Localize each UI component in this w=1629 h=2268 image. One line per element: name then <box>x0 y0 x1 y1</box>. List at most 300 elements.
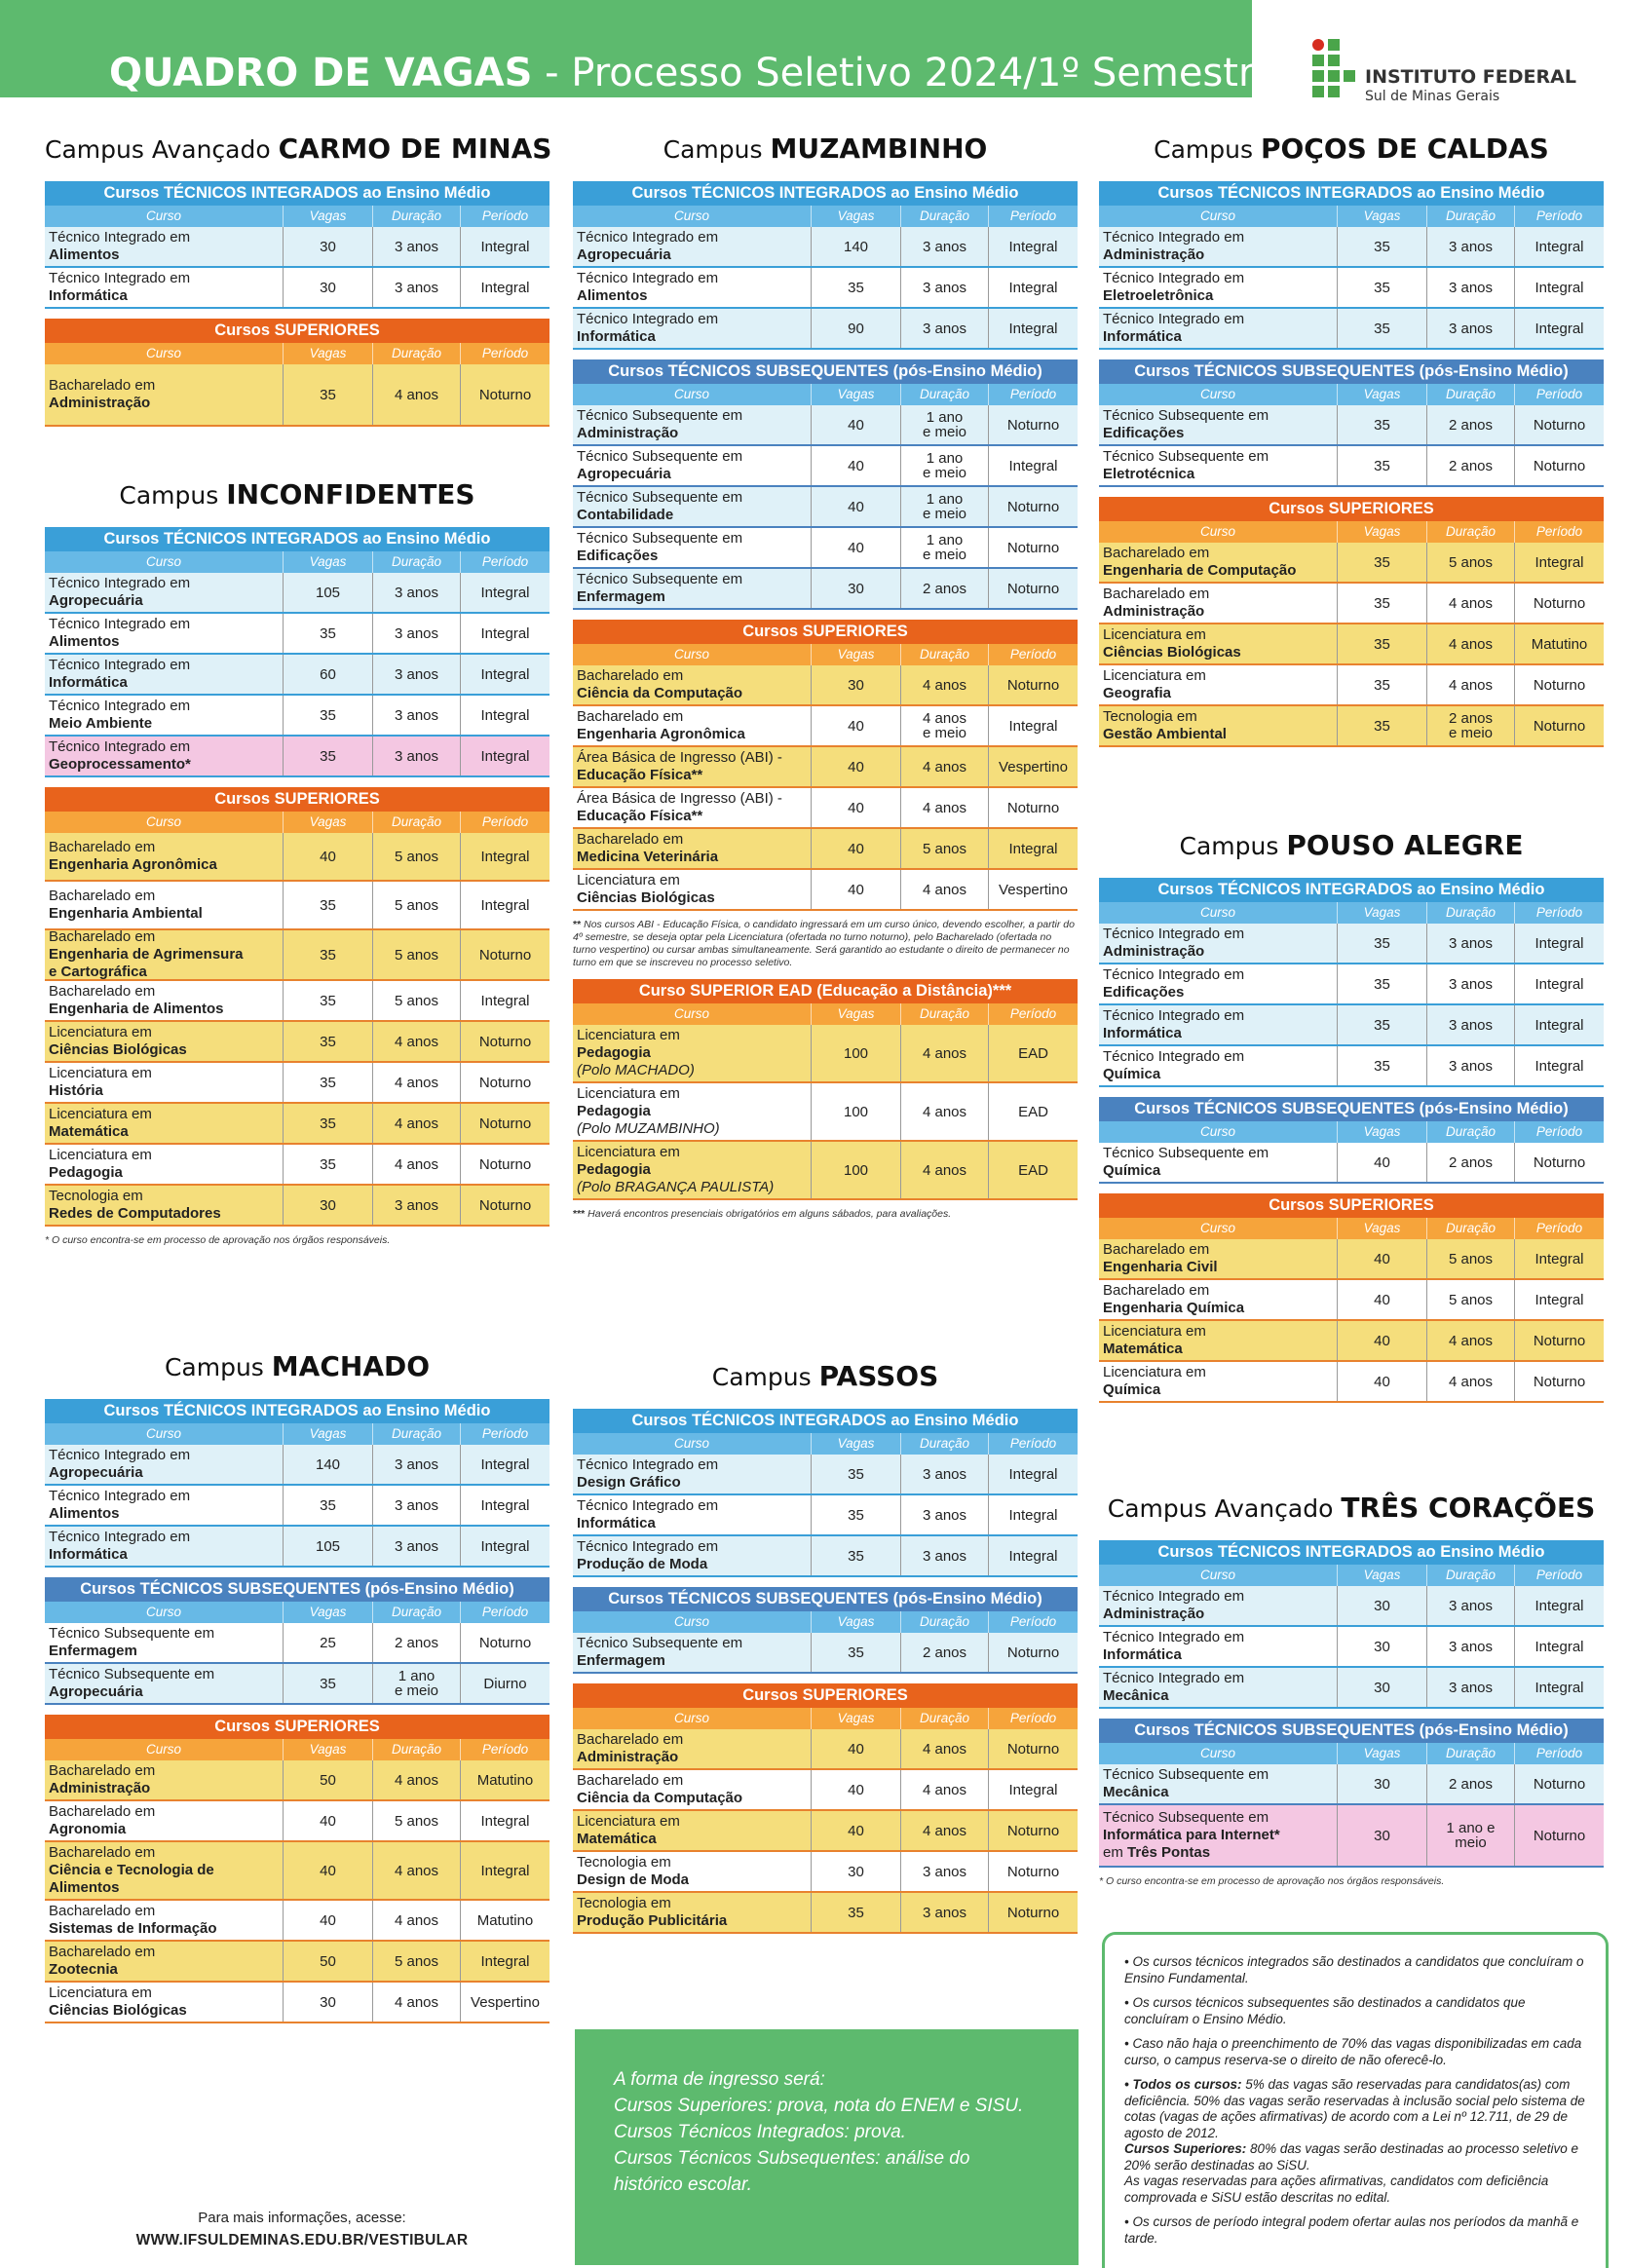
table-row <box>573 569 1078 610</box>
table-row <box>1099 405 1604 446</box>
duracao-text: 4 anos <box>394 1993 439 2011</box>
course-title: Edificações <box>1103 984 1185 1001</box>
course-prefix: Técnico Integrado em <box>1103 1007 1245 1024</box>
course-prefix: Técnico Subsequente em <box>49 1625 215 1642</box>
course-name <box>45 1145 283 1184</box>
periodo-cell: Noturno <box>988 1729 1078 1768</box>
course-section-integrados <box>573 181 1078 350</box>
section-heading: Cursos SUPERIORES <box>1099 497 1604 521</box>
col-header-curso: Curso <box>145 814 181 829</box>
course-name <box>1099 1805 1337 1866</box>
vagas-cell: 30 <box>1337 1586 1426 1625</box>
duracao-text: 4 anos <box>922 1044 967 1062</box>
course-name <box>573 1852 811 1891</box>
periodo-cell: Integral <box>460 696 549 735</box>
section-heading: Cursos TÉCNICOS INTEGRADOS ao Ensino Médio <box>573 181 1078 206</box>
col-header-vagas: Vagas <box>283 343 372 364</box>
duracao-cell <box>372 268 460 307</box>
course-title: Engenharia de Agrimensura <box>49 946 244 963</box>
campus-name: INCONFIDENTES <box>226 478 475 510</box>
col-header-duracao: Duração <box>372 812 460 833</box>
course-polo: (Polo MUZAMBINHO) <box>577 1120 720 1137</box>
periodo-cell: Integral <box>460 614 549 653</box>
duracao-text: 5 anos <box>1448 553 1494 571</box>
vagas-cell: 35 <box>283 737 372 775</box>
periodo-cell: Integral <box>988 1770 1078 1809</box>
campus-block <box>45 1344 549 2023</box>
col-header-duracao: Duração <box>372 1423 460 1445</box>
col-header-periodo: Período <box>1514 1565 1604 1586</box>
col-header-periodo: Período <box>460 1739 549 1760</box>
periodo-cell: Integral <box>988 706 1078 745</box>
course-name <box>573 829 811 868</box>
periodo-cell: Noturno <box>460 1145 549 1184</box>
periodo-cell: Integral <box>460 833 549 880</box>
course-name <box>1099 543 1337 582</box>
table-row <box>45 696 549 737</box>
duracao-text: 1 ano <box>926 450 964 467</box>
course-name <box>45 1664 283 1703</box>
duracao-text: 3 anos <box>394 1455 439 1473</box>
vagas-cell: 30 <box>283 1186 372 1225</box>
note-text: Haverá encontros presenciais obrigatórios em alguns sábados, para avaliações. <box>585 1208 952 1220</box>
course-title: Engenharia Agronômica <box>49 856 217 873</box>
course-title: Mecânica <box>1103 1784 1169 1800</box>
table-row <box>1099 706 1604 747</box>
periodo-cell: Integral <box>460 737 549 775</box>
footer <box>127 2207 477 2251</box>
course-title: Geoprocessamento* <box>49 756 191 773</box>
course-title: Agropecuária <box>49 1683 143 1700</box>
duracao-text: 5 anos <box>922 840 967 857</box>
course-prefix: Licenciatura em <box>1103 626 1206 643</box>
col-header-curso: Curso <box>673 387 709 401</box>
duracao-cell <box>900 665 988 704</box>
table-row <box>573 788 1078 829</box>
vagas-cell: 30 <box>811 1852 900 1891</box>
vagas-cell: 40 <box>283 833 372 880</box>
course-name <box>1099 227 1337 266</box>
periodo-cell: Integral <box>1514 1586 1604 1625</box>
vagas-cell: 30 <box>1337 1805 1426 1866</box>
vagas-cell: 40 <box>1337 1239 1426 1278</box>
course-name <box>1099 1280 1337 1319</box>
col-header-periodo: Período <box>460 551 549 573</box>
duracao-text: 4 anos <box>1448 1332 1494 1349</box>
vagas-cell: 40 <box>811 1770 900 1809</box>
table-row <box>1099 964 1604 1005</box>
column-header-row <box>45 206 549 227</box>
duracao-cell <box>372 882 460 928</box>
course-title: Agropecuária <box>49 592 143 609</box>
duracao-cell <box>372 1983 460 2022</box>
duracao-text: 3 anos <box>1448 238 1494 255</box>
table-row <box>1099 446 1604 487</box>
column-header-row <box>45 812 549 833</box>
section-heading: Cursos TÉCNICOS SUBSEQUENTES (pós-Ensino Médio) <box>1099 359 1604 384</box>
course-section-integrados <box>45 527 549 777</box>
col-header-curso: Curso <box>673 1006 709 1021</box>
col-header-curso: Curso <box>1199 387 1235 401</box>
course-name <box>573 1025 811 1081</box>
table-row <box>1099 584 1604 624</box>
vagas-cell: 35 <box>283 1104 372 1143</box>
course-title: Informática <box>1103 1025 1182 1041</box>
course-name <box>1099 1586 1337 1625</box>
vagas-cell: 35 <box>1337 446 1426 485</box>
course-prefix: Bacharelado em <box>49 928 156 945</box>
duracao-text: 5 anos <box>1448 1291 1494 1308</box>
duracao-cell <box>1426 1321 1514 1360</box>
duracao-text: 3 anos <box>922 320 967 337</box>
duracao-cell <box>900 1142 988 1198</box>
duracao-cell <box>900 1025 988 1081</box>
column-header-row <box>45 551 549 573</box>
duracao-text: 4 anos <box>922 799 967 816</box>
logo-name: INSTITUTO FEDERAL <box>1365 66 1576 88</box>
course-name <box>1099 1362 1337 1401</box>
table-row <box>1099 543 1604 584</box>
course-title: Informática <box>1103 328 1182 345</box>
column-header-row <box>1099 1743 1604 1764</box>
campus-title <box>45 472 549 517</box>
course-section-superiores <box>1099 497 1604 747</box>
course-prefix: Técnico Subsequente em <box>577 1635 743 1651</box>
duracao-cell <box>900 1083 988 1140</box>
col-header-curso: Curso <box>1199 524 1235 539</box>
note-text: Nos cursos ABI - Educação Física, o candidato ingressará em um curso único, devendo escolher, a partir do 4º semestre, se deseja optar pela Licenciatura (ofertada no turno noturno), pelo Bacharelado (ofertada no turno vespertino) ou cursar ambas simultaneamente. Será garantido ao estudante o direito de permanecer no turno em que se inscreveu no processo seletivo. <box>573 919 1075 968</box>
column-header-row <box>1099 902 1604 924</box>
col-header-periodo: Período <box>1514 521 1604 543</box>
table-row <box>45 268 549 309</box>
course-title: Sistemas de Informação <box>49 1920 217 1937</box>
col-header-periodo: Período <box>1514 902 1604 924</box>
course-name <box>573 1729 811 1768</box>
section-heading: Cursos TÉCNICOS INTEGRADOS ao Ensino Médio <box>45 527 549 551</box>
col-header-curso: Curso <box>145 1426 181 1441</box>
vagas-cell: 35 <box>283 1063 372 1102</box>
periodo-cell: Integral <box>1514 1005 1604 1044</box>
course-title: Matemática <box>49 1123 129 1140</box>
footnote-ead <box>573 1208 1078 1221</box>
section-heading: Cursos SUPERIORES <box>573 620 1078 644</box>
campus-name: MUZAMBINHO <box>770 132 988 165</box>
periodo-cell: Noturno <box>460 1022 549 1061</box>
periodo-cell: Vespertino <box>988 747 1078 786</box>
table-row <box>573 1633 1078 1674</box>
table-row <box>45 1486 549 1527</box>
duracao-text: 3 anos <box>394 747 439 765</box>
table-row <box>45 833 549 882</box>
column-header-row <box>1099 1565 1604 1586</box>
duracao-cell <box>1426 1668 1514 1707</box>
course-title: Química <box>1103 1066 1161 1082</box>
course-section-superiores <box>45 787 549 1227</box>
vagas-cell: 40 <box>811 487 900 526</box>
duracao-cell <box>372 981 460 1020</box>
col-header-curso: Curso <box>145 554 181 569</box>
duracao-text: 3 anos <box>1448 934 1494 952</box>
campus-block <box>573 127 1078 1221</box>
col-header-duracao: Duração <box>1426 1121 1514 1143</box>
duracao-cell <box>372 1527 460 1566</box>
duracao-text: 4 anos <box>1448 676 1494 694</box>
course-title: Produção Publicitária <box>577 1912 728 1929</box>
course-name <box>573 268 811 307</box>
course-section-integrados <box>1099 181 1604 350</box>
campus-name: PASSOS <box>818 1360 939 1392</box>
vagas-cell: 40 <box>811 405 900 444</box>
periodo-cell: Integral <box>988 446 1078 485</box>
periodo-cell: Integral <box>460 1527 549 1566</box>
periodo-cell: Noturno <box>1514 405 1604 444</box>
campus-name: CARMO DE MINAS <box>278 132 552 165</box>
col-header-curso: Curso <box>673 1614 709 1629</box>
table-row <box>573 1495 1078 1536</box>
course-title: Engenharia de Alimentos <box>49 1001 224 1017</box>
duracao-cell <box>372 573 460 612</box>
periodo-cell: Integral <box>988 829 1078 868</box>
course-prefix: Técnico Integrado em <box>1103 926 1245 942</box>
vagas-cell: 105 <box>283 1527 372 1566</box>
info-item: • Todos os cursos: 5% das vagas são reservadas para candidatos(as) com deficiência. 50% das vagas serão reservadas à inclusão social pelo sistema de cotas (vagas de ações afirmativas) de acordo com a Lei nº 12.711, de 29 de agosto de 2012. <box>1124 2077 1585 2140</box>
duracao-cell <box>372 227 460 266</box>
section-heading: Cursos TÉCNICOS SUBSEQUENTES (pós-Ensino Médio) <box>1099 1719 1604 1743</box>
periodo-cell: Noturno <box>1514 1321 1604 1360</box>
course-title: Informática <box>577 1515 656 1531</box>
duracao-text: 4 anos <box>922 1740 967 1758</box>
duracao-cell <box>900 1536 988 1575</box>
periodo-cell: Noturno <box>1514 706 1604 745</box>
course-location-name: Três Pontas <box>1127 1844 1211 1861</box>
duracao-text: 4 anos <box>1448 635 1494 653</box>
section-heading: Cursos TÉCNICOS INTEGRADOS ao Ensino Médio <box>1099 878 1604 902</box>
vagas-cell: 40 <box>811 1729 900 1768</box>
table-row <box>573 1729 1078 1770</box>
vagas-cell: 40 <box>811 829 900 868</box>
col-header-curso: Curso <box>1199 1124 1235 1139</box>
duracao-cell <box>900 227 988 266</box>
course-name <box>45 1527 283 1566</box>
vagas-cell: 40 <box>811 747 900 786</box>
col-header-periodo: Período <box>460 812 549 833</box>
periodo-cell: Integral <box>1514 268 1604 307</box>
course-name <box>45 1760 283 1799</box>
vagas-cell: 35 <box>283 981 372 1020</box>
course-title: Administração <box>1103 943 1205 960</box>
course-title: Informática <box>1103 1646 1182 1663</box>
periodo-cell: Noturno <box>1514 446 1604 485</box>
col-header-curso: Curso <box>145 208 181 223</box>
course-title: Informática <box>577 328 656 345</box>
duracao-cell <box>372 1801 460 1840</box>
course-prefix: Licenciatura em <box>49 1065 152 1081</box>
course-prefix: Bacharelado em <box>49 1762 156 1779</box>
course-section-subsequentes <box>1099 1097 1604 1184</box>
periodo-cell: Noturno <box>460 1104 549 1143</box>
note-mark: *** <box>573 1208 586 1220</box>
course-prefix: Técnico Integrado em <box>1103 1048 1245 1065</box>
duracao-text: 3 anos <box>922 1904 967 1921</box>
vagas-cell: 35 <box>1337 706 1426 745</box>
table-row <box>1099 1280 1604 1321</box>
periodo-cell: Noturno <box>988 528 1078 567</box>
duracao-text: 3 anos <box>394 1537 439 1555</box>
table-row <box>45 614 549 655</box>
periodo-cell: Matutino <box>1514 624 1604 663</box>
course-name <box>45 227 283 266</box>
table-row <box>1099 1586 1604 1627</box>
course-name <box>573 528 811 567</box>
periodo-cell: Noturno <box>460 364 549 425</box>
duracao-cell <box>1426 665 1514 704</box>
campus-block <box>45 127 552 427</box>
col-header-duracao: Duração <box>372 551 460 573</box>
col-header-periodo: Período <box>988 1708 1078 1729</box>
course-title-cont: e Cartográfica <box>49 964 147 980</box>
vagas-cell: 35 <box>1337 227 1426 266</box>
course-name <box>1099 1239 1337 1278</box>
course-section-integrados <box>1099 1540 1604 1709</box>
duracao-text: 3 anos <box>1448 1679 1494 1696</box>
course-title: Geografia <box>1103 685 1172 701</box>
course-prefix: Técnico Integrado em <box>49 270 191 286</box>
duracao-text: 3 anos <box>394 238 439 255</box>
course-name <box>573 665 811 704</box>
col-header-vagas: Vagas <box>283 551 372 573</box>
table-row <box>573 1083 1078 1142</box>
table-row <box>573 1852 1078 1893</box>
periodo-cell: Integral <box>1514 1668 1604 1707</box>
course-title: Alimentos <box>49 633 120 650</box>
col-header-duracao: Duração <box>1426 521 1514 543</box>
col-header-vagas: Vagas <box>811 1003 900 1025</box>
col-header-periodo: Período <box>1514 206 1604 227</box>
duracao-text: 4 anos <box>922 676 967 694</box>
periodo-cell: Integral <box>988 1536 1078 1575</box>
course-section-integrados <box>573 1409 1078 1577</box>
vagas-cell: 30 <box>1337 1627 1426 1666</box>
table-row <box>45 364 549 427</box>
course-prefix: Técnico Integrado em <box>577 311 719 327</box>
course-section-subsequentes <box>573 359 1078 610</box>
course-title: Engenharia Ambiental <box>49 905 203 922</box>
vagas-cell: 40 <box>811 446 900 485</box>
course-prefix: Técnico Subsequente em <box>1103 407 1269 424</box>
course-title: Ciências Biológicas <box>1103 644 1241 661</box>
campus-title <box>573 1354 1078 1399</box>
table-row <box>573 829 1078 870</box>
section-heading: Cursos TÉCNICOS INTEGRADOS ao Ensino Médio <box>45 1399 549 1423</box>
col-header-periodo: Período <box>460 1423 549 1445</box>
table-row <box>573 446 1078 487</box>
course-title: Design de Moda <box>577 1871 690 1888</box>
duracao-text: 5 anos <box>394 1952 439 1970</box>
campus-title <box>1099 127 1604 171</box>
table-row <box>573 747 1078 788</box>
duracao-text: 3 anos <box>394 706 439 724</box>
column-header-row <box>573 644 1078 665</box>
col-header-curso: Curso <box>1199 1568 1235 1582</box>
duracao-text: 1 ano <box>398 1668 436 1684</box>
periodo-cell: EAD <box>988 1025 1078 1081</box>
course-title: Administração <box>1103 1606 1205 1622</box>
footer-text: Para mais informações, acesse: <box>198 2210 406 2226</box>
campus-prefix: Campus <box>663 135 771 164</box>
duracao-text: 5 anos <box>394 946 439 964</box>
table-row <box>45 227 549 268</box>
vagas-cell: 35 <box>1337 1005 1426 1044</box>
table-row <box>1099 1764 1604 1805</box>
vagas-cell: 35 <box>811 268 900 307</box>
course-name <box>573 788 811 827</box>
col-header-curso: Curso <box>145 1742 181 1757</box>
duracao-cell <box>900 487 988 526</box>
periodo-cell: Noturno <box>460 930 549 979</box>
column-header-row <box>1099 1121 1604 1143</box>
course-title: Educação Física** <box>577 808 703 824</box>
campus-block <box>45 472 549 1247</box>
col-header-vagas: Vagas <box>811 1433 900 1455</box>
course-name <box>45 1623 283 1662</box>
duracao-text-cont: e meio <box>922 465 967 481</box>
section-heading: Cursos TÉCNICOS INTEGRADOS ao Ensino Médio <box>573 1409 1078 1433</box>
course-prefix: Bacharelado em <box>1103 586 1210 602</box>
table-row <box>573 487 1078 528</box>
col-header-duracao: Duração <box>1426 1565 1514 1586</box>
course-section-subsequentes <box>1099 359 1604 487</box>
col-header-duracao: Duração <box>1426 902 1514 924</box>
duracao-cell <box>1426 1586 1514 1625</box>
col-header-vagas: Vagas <box>811 206 900 227</box>
duracao-text: 3 anos <box>1448 279 1494 296</box>
course-title: Engenharia Agronômica <box>577 726 745 742</box>
vagas-cell: 100 <box>811 1083 900 1140</box>
course-prefix: Bacharelado em <box>49 888 156 904</box>
duracao-text: 5 anos <box>394 848 439 865</box>
table-row <box>45 1842 549 1901</box>
table-row <box>45 1063 549 1104</box>
table-row <box>45 1942 549 1983</box>
course-title: Design Gráfico <box>577 1474 681 1491</box>
duracao-text-cont: e meio <box>1448 725 1494 741</box>
course-title: Ciência da Computação <box>577 685 743 701</box>
course-name <box>45 1022 283 1061</box>
column-header-row <box>45 1423 549 1445</box>
duracao-cell <box>900 1811 988 1850</box>
periodo-cell: Noturno <box>988 1811 1078 1850</box>
duracao-text: 1 ano e <box>1446 1820 1496 1836</box>
vagas-cell: 30 <box>1337 1764 1426 1803</box>
footer-link[interactable]: WWW.IFSULDEMINAS.EDU.BR/VESTIBULAR <box>135 2232 469 2249</box>
vagas-cell: 35 <box>1337 309 1426 348</box>
duracao-cell <box>900 1893 988 1932</box>
course-name <box>45 573 283 612</box>
periodo-cell: Integral <box>988 1455 1078 1493</box>
course-prefix: Técnico Integrado em <box>1103 311 1245 327</box>
course-title: Medicina Veterinária <box>577 849 719 865</box>
col-header-duracao: Duração <box>372 1739 460 1760</box>
course-name <box>45 981 283 1020</box>
duracao-cell <box>1426 227 1514 266</box>
course-name <box>45 1942 283 1981</box>
course-title: Zootecnia <box>49 1961 118 1978</box>
duracao-cell <box>1426 405 1514 444</box>
course-name <box>45 364 283 425</box>
col-header-periodo: Período <box>988 1611 1078 1633</box>
course-title: Alimentos <box>49 1505 120 1522</box>
col-header-periodo: Período <box>988 1003 1078 1025</box>
